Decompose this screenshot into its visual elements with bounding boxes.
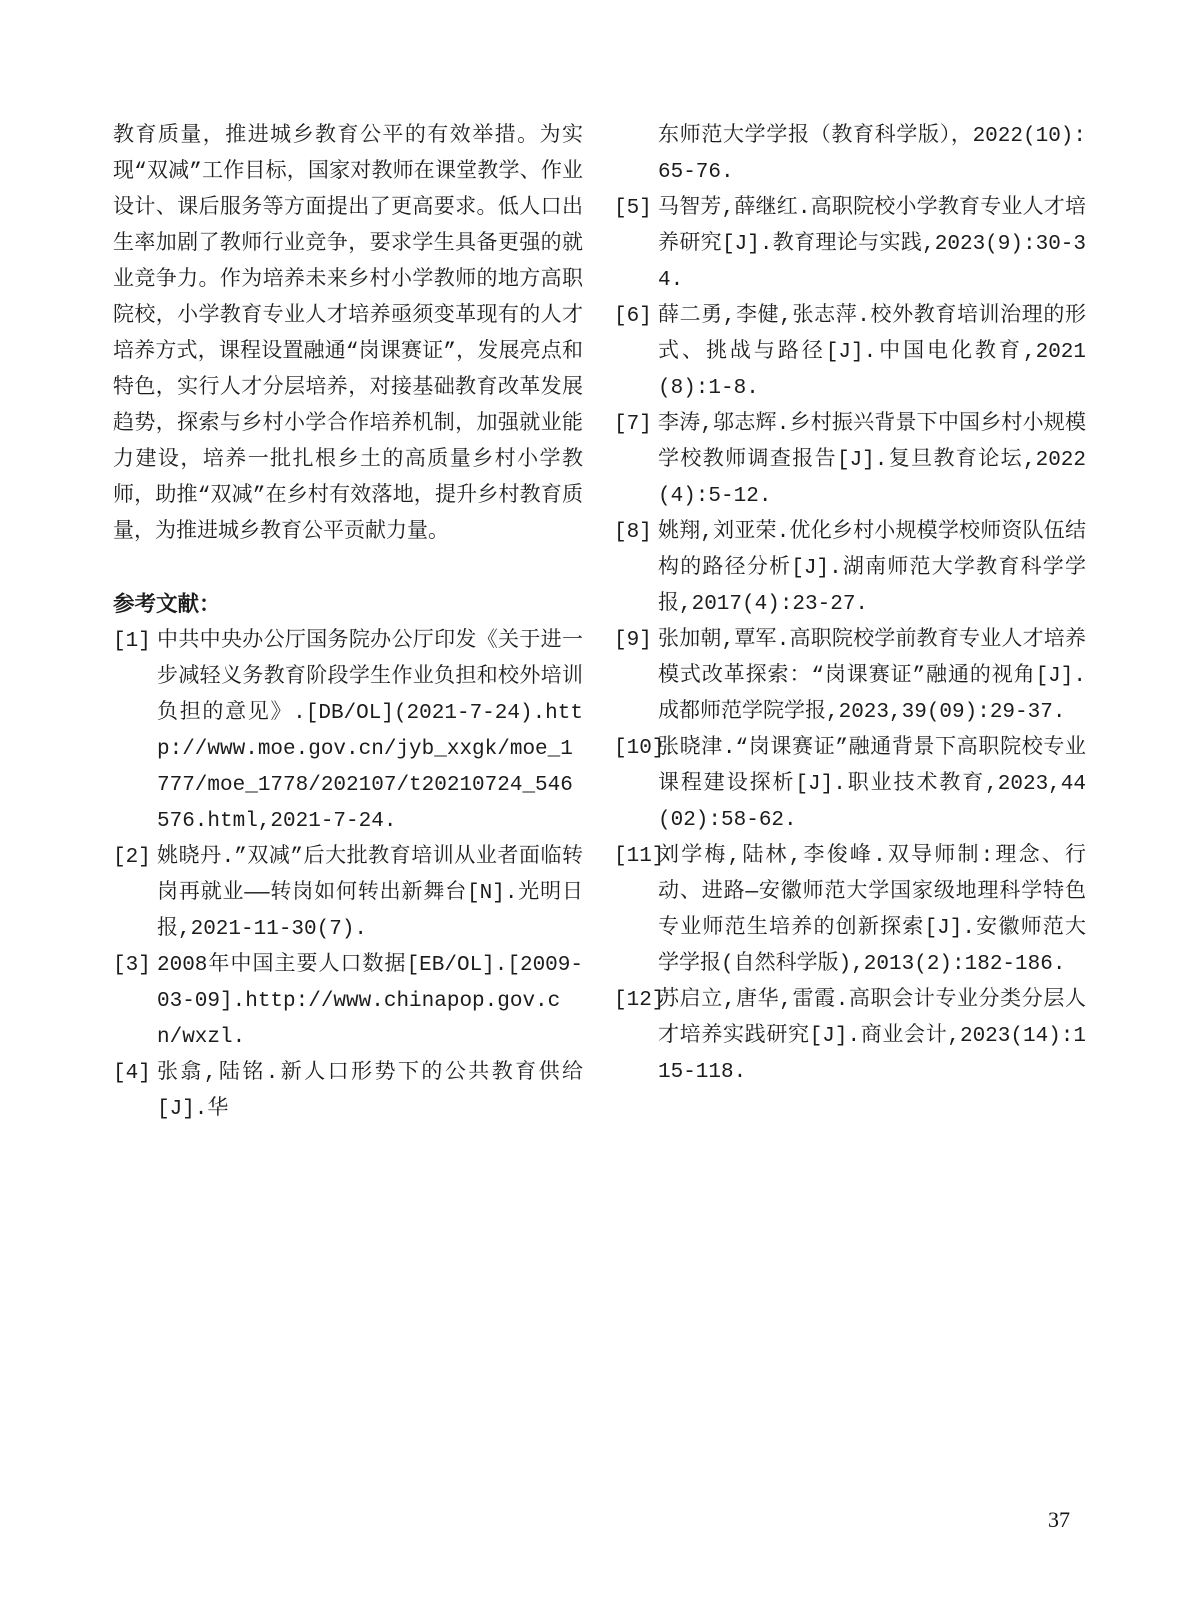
reference-item [614,299,1086,407]
reference-text: 张翕,陆铭.新人口形势下的公共教育供给[J].华 [157,1062,583,1121]
reference-marker: [12] [614,989,665,1012]
reference-item [614,407,1086,515]
reference-text: 张加朝,覃军.高职院校学前教育专业人才培养模式改革探索：“岗课赛证”融通的视角[J].成都师范学院学报,2023,39(09):29-37. [658,629,1086,724]
reference-item [614,191,1086,299]
reference-item-continuation [614,119,1086,191]
reference-item [614,515,1086,623]
reference-item [614,839,1086,983]
reference-text: 姚晓丹.”双减”后大批教育培训从业者面临转岗再就业——转岗如何转出新舞台[N].光明日报,2021-11-30(7). [157,846,583,941]
reference-text: 刘学梅,陆林,李俊峰.双导师制:理念、行动、进路—安徽师范大学国家级地理科学特色专业师范生培养的创新探索[J].安徽师范大学学报(自然科学版),2013(2):182-186. [658,845,1086,976]
left-column [113,119,583,1128]
reference-marker: [10] [614,737,665,760]
reference-text: 中共中央办公厅国务院办公厅印发《关于进一步减轻义务教育阶段学生作业负担和校外培训负担的意见》.[DB/OL](2021-7-24).http://www.moe.gov.cn/jyb_xxgk/moe_1777/moe_1778/202107/t20210724_546576.html,2021-7-24. [157,630,583,833]
reference-item [113,948,583,1056]
reference-item [614,623,1086,731]
reference-marker: [5] [614,197,652,220]
reference-item [113,1056,583,1128]
reference-text: 苏启立,唐华,雷霞.高职会计专业分类分层人才培养实践研究[J].商业会计,2023(14):115-118. [658,989,1086,1084]
reference-marker: [6] [614,305,652,328]
page-number: 37 [1048,1507,1070,1532]
two-column-layout [113,119,1086,1128]
reference-marker: [9] [614,629,652,652]
reference-text: 李涛,邬志辉.乡村振兴背景下中国乡村小规模学校教师调查报告[J].复旦教育论坛,2022(4):5-12. [658,413,1086,508]
reference-marker: [4] [113,1062,151,1085]
body-paragraph: 教育质量，推进城乡教育公平的有效举措。为实现“双减”工作目标，国家对教师在课堂教学、作业设计、课后服务等方面提出了更高要求。低人口出生率加剧了教师行业竞争，要求学生具备更强的就业竞争力。作为培养未来乡村小学教师的地方高职院校，小学教育专业人才培养亟须变革现有的人才培养方式，课程设置融通“岗课赛证”，发展亮点和特色，实行人才分层培养，对接基础教育改革发展趋势，探索与乡村小学合作培养机制，加强就业能力建设，培养一批扎根乡土的高质量乡村小学教师，助推“双减”在乡村有效落地，提升乡村教育质量，为推进城乡教育公平贡献力量。 [113,125,583,544]
reference-text: 2008年中国主要人口数据[EB/OL].[2009-03-09].http://www.chinapop.gov.cn/wxzl. [157,954,583,1049]
reference-text: 东师范大学学报（教育科学版），2022(10):65-76. [658,125,1086,184]
references-heading: 参考文献： [113,594,221,618]
reference-item [113,624,583,840]
reference-text: 姚翔,刘亚荣.优化乡村小规模学校师资队伍结构的路径分析[J].湖南师范大学教育科学学报,2017(4):23-27. [658,521,1086,616]
reference-text: 马智芳,薛继红.高职院校小学教育专业人才培养研究[J].教育理论与实践,2023(9):30-34. [658,197,1086,292]
reference-item [614,731,1086,839]
reference-marker: [11] [614,845,665,868]
reference-text: 张晓津.“岗课赛证”融通背景下高职院校专业课程建设探析[J].职业技术教育,2023,44(02):58-62. [658,737,1086,832]
right-column [614,119,1086,1128]
reference-item [113,840,583,948]
reference-marker: [8] [614,521,652,544]
reference-marker: [3] [113,954,151,977]
reference-text: 薛二勇,李健,张志萍.校外教育培训治理的形式、挑战与路径[J].中国电化教育,2021(8):1-8. [658,305,1086,400]
reference-marker: [1] [113,630,151,653]
reference-marker: [2] [113,846,151,869]
reference-item [614,983,1086,1091]
reference-marker: [7] [614,413,652,436]
